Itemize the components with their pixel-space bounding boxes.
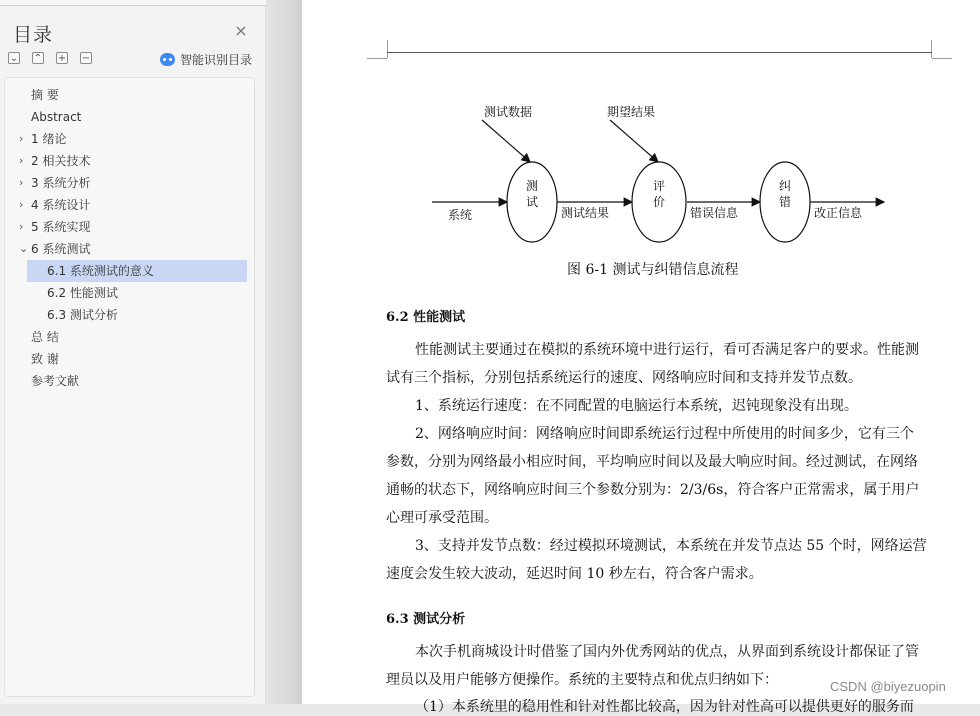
- chevron-right-icon[interactable]: ›: [19, 176, 24, 189]
- toc-item-label: 参考文献: [31, 374, 80, 388]
- toc-item-6-2[interactable]: [27, 282, 247, 304]
- toc-item-label: 3 系统分析: [31, 176, 91, 190]
- toc-item-conclusion[interactable]: [31, 326, 59, 348]
- label-error-info: 错误信息: [690, 206, 739, 220]
- toc-item-ch3[interactable]: [5, 172, 245, 194]
- toc-sidebar: [0, 0, 266, 704]
- toc-item-6-1[interactable]: [27, 260, 247, 282]
- toc-item-6-3[interactable]: [27, 304, 247, 326]
- node-text: 纠: [779, 179, 792, 193]
- chevron-right-icon[interactable]: ›: [19, 154, 24, 167]
- paragraph-line: 性能测试主要通过在模拟的系统环境中进行运行，看可否满足客户的要求。性能测: [415, 342, 919, 358]
- page-gutter: [266, 0, 302, 704]
- label-system: 系统: [448, 208, 473, 222]
- chevron-down-icon[interactable]: ⌄: [19, 242, 29, 255]
- toc-item-label: Abstract: [31, 110, 82, 124]
- arrow-expected: [610, 120, 658, 162]
- chevron-right-icon[interactable]: ›: [19, 198, 24, 211]
- toc-item-label: 致 谢: [31, 352, 59, 366]
- label-correction-info: 改正信息: [814, 206, 863, 220]
- toc-item-ch5[interactable]: [5, 216, 245, 238]
- toc-item-label: 5 系统实现: [31, 220, 91, 234]
- toc-item-label: 2 相关技术: [31, 154, 91, 168]
- paragraph-line: 3、支持并发节点数：经过模拟环境测试，本系统在并发节点达 55 个时，网络运营: [415, 538, 927, 554]
- paragraph-line: 试有三个指标，分别包括系统运行的速度、网络响应时间和支持并发节点数。: [386, 370, 862, 386]
- node-text: 测: [526, 179, 539, 193]
- label-test-data: 测试数据: [484, 105, 533, 119]
- toc-item-label: 总 结: [31, 330, 59, 344]
- arrow-test-data: [482, 120, 530, 162]
- remove-heading-icon[interactable]: −: [81, 53, 91, 64]
- toc-item-ch2[interactable]: [5, 150, 245, 172]
- crop-mark: [931, 40, 932, 58]
- toc-item-label: 6.1 系统测试的意义: [47, 264, 154, 278]
- header-rule: [387, 52, 932, 53]
- toc-title: 目录: [13, 24, 54, 46]
- toc-list: [4, 77, 255, 697]
- paragraph-line: 1、系统运行速度：在不同配置的电脑运行本系统，迟钝现象没有出现。: [415, 398, 858, 414]
- paragraph-line: 速度会发生较大波动，延迟时间 10 秒左右，符合客户需求。: [386, 566, 763, 582]
- toc-item-label: 4 系统设计: [31, 198, 91, 212]
- paragraph-line: 理员以及用户能够方便操作。系统的主要特点和优点归纳如下：: [386, 672, 778, 688]
- toc-item-ch1[interactable]: [5, 128, 245, 150]
- paragraph-line: 参数，分别为网络最小相应时间，平均响应时间以及最大响应时间。经过测试，在网络: [386, 454, 918, 470]
- figure-caption: 图 6-1 测试与纠错信息流程: [567, 262, 739, 278]
- ai-robot-icon: [160, 53, 175, 66]
- add-heading-icon[interactable]: +: [57, 53, 67, 64]
- paragraph-line: 本次手机商城设计时借鉴了国内外优秀网站的优点，从界面到系统设计都保证了管: [415, 644, 919, 660]
- toc-item-label: 6.2 性能测试: [47, 286, 118, 300]
- toc-item-thanks[interactable]: [31, 348, 59, 370]
- toc-item-references[interactable]: [31, 370, 79, 392]
- node-text: 试: [526, 195, 539, 209]
- paragraph-line: 心理可承受范围。: [386, 510, 498, 526]
- chevron-right-icon[interactable]: ›: [19, 132, 24, 145]
- test-flow-diagram: [422, 92, 892, 252]
- toc-item-label: 1 绪论: [31, 132, 67, 146]
- paragraph-line: （1）本系统里的稳用性和针对性都比较高，因为针对性高可以提供更好的服务而: [415, 699, 914, 715]
- section-heading-6-2: 6.2 性能测试: [386, 310, 466, 325]
- crop-mark: [367, 58, 387, 59]
- expand-all-icon[interactable]: ⌃: [33, 53, 43, 64]
- toc-item-label: 6 系统测试: [31, 242, 91, 256]
- chevron-right-icon[interactable]: ›: [19, 220, 24, 233]
- close-icon[interactable]: ×: [234, 21, 248, 40]
- label-expected-result: 期望结果: [607, 105, 656, 119]
- toc-item-label: 摘 要: [31, 88, 59, 102]
- label-test-result: 测试结果: [561, 206, 610, 220]
- top-border: [0, 0, 300, 6]
- paragraph-line: 2、网络响应时间：网络响应时间即系统运行过程中所使用的时间多少，它有三个: [415, 426, 914, 442]
- toc-item-label: 6.3 测试分析: [47, 308, 118, 322]
- collapse-all-icon[interactable]: ⌄: [9, 53, 19, 64]
- toc-item-ch6[interactable]: [5, 238, 245, 260]
- node-text: 评: [653, 179, 666, 193]
- node-text: 价: [653, 195, 666, 209]
- smart-toc-button[interactable]: [160, 50, 252, 68]
- smart-toc-label: 智能识别目录: [180, 52, 253, 67]
- toc-item-ch4[interactable]: [5, 194, 245, 216]
- toc-item-abstract-cn[interactable]: [31, 84, 59, 106]
- crop-mark: [387, 40, 388, 58]
- crop-mark: [932, 58, 952, 59]
- watermark: CSDN @biyezuopin: [830, 679, 946, 694]
- paragraph-line: 通畅的状态下，网络响应时间三个参数分别为：2/3/6s，符合客户正常需求，属于用户: [386, 482, 920, 498]
- document-page[interactable]: [302, 0, 980, 715]
- section-heading-6-3: 6.3 测试分析: [386, 612, 466, 627]
- toc-item-abstract-en[interactable]: [31, 106, 81, 128]
- node-text: 错: [779, 195, 792, 209]
